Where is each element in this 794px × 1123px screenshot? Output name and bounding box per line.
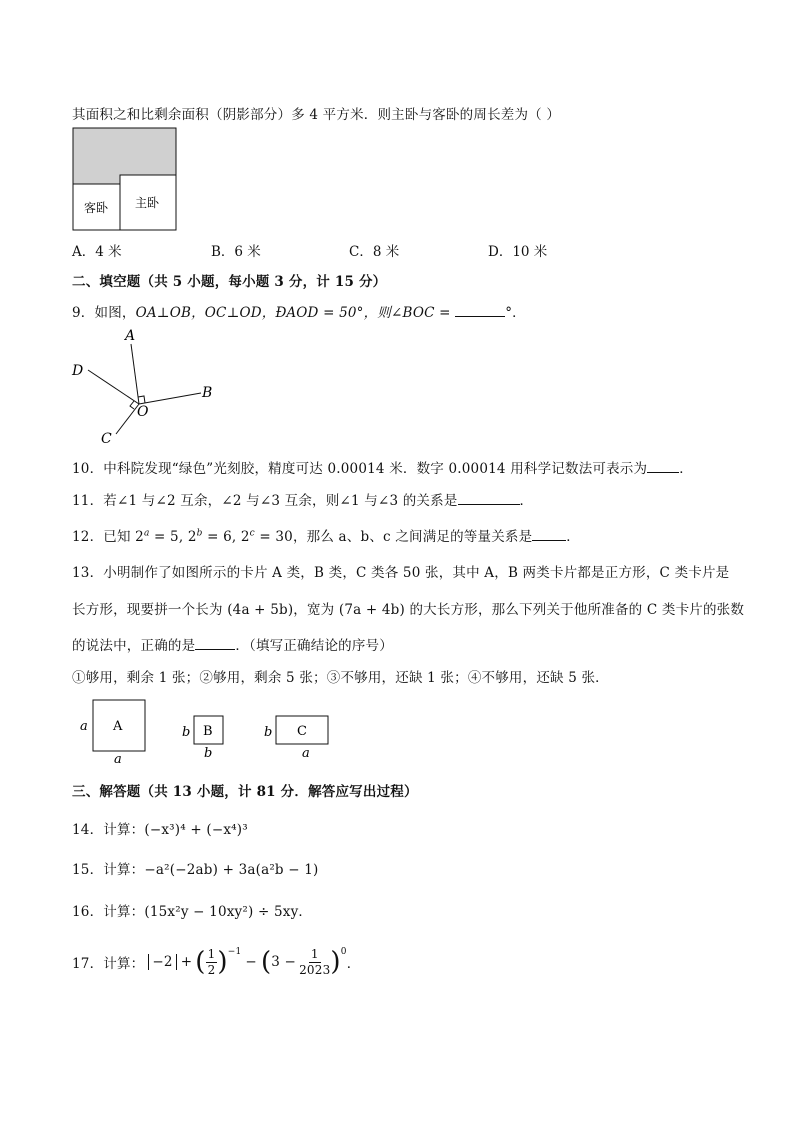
q16-text: 16．计算：(15x²y − 10xy²) ÷ 5xy． [72,904,313,920]
q13-options: ①够用，剩余 1 张；②够用，剩余 5 张；③不够用，还缺 1 张；④不够用，还缺 5 张． [72,670,609,686]
q9-text [72,301,526,321]
q10-answer-blank[interactable] [647,460,679,473]
q17-plus: + [180,954,193,970]
card-c-label: C [297,724,307,739]
q9-angle-figure [70,326,220,448]
q11-suffix: ． [519,493,534,509]
q17-half-num: 1 [207,947,216,962]
room-guest-label: 客卧 [84,201,109,215]
q13-line3 [72,634,393,654]
q8-stem: 其面积之和比剩余面积（阴影部分）多 4 平方米．则主卧与客卧的周长差为（ ） [72,107,561,123]
label-b: B [202,385,213,401]
q15-text: 15．计算：−a²(−2ab) + 3a(a²b − 1) [72,862,319,878]
q12-eq1: = 5, 2 [149,529,197,545]
q13-cards-figure [76,694,346,766]
q17-prefix: 17．计算： [72,956,145,972]
card-a-side-left: a [80,719,88,734]
q13-answer-blank[interactable] [195,637,235,650]
card-b-side-bottom: b [204,746,213,761]
ray-od [88,370,139,404]
q9-prefix: 9．如图， [72,305,136,321]
q8-floorplan-figure [72,127,178,232]
section3-title: 三、解答题（共 13 小题，计 81 分．解答应写出过程） [72,784,418,800]
label-a: A [125,328,136,344]
q13-line3-start: 的说法中，正确的是 [72,638,196,654]
q11-stem: 11．若∠1 与∠2 互余，∠2 与∠3 互余，则∠1 与∠3 的关系是 [72,493,458,509]
q17-minus: − [245,954,257,970]
q12-eq2: = 6, 2 [202,529,250,545]
q17-exp-neg1: −1 [227,947,242,958]
card-a-label: A [113,719,123,734]
card-c-side-left: b [264,725,273,740]
q10-text [72,457,693,477]
q8-option-c[interactable]: C．8 米 [349,244,400,260]
q17-half-den: 2 [207,962,216,977]
label-c: C [101,431,112,447]
ray-oc [116,404,139,434]
section2-title: 二、填空题（共 5 小题，每小题 3 分，计 15 分） [72,274,387,290]
right-angle-mark-cd [130,401,134,409]
card-b-side-left: b [182,725,191,740]
q12-prefix: 12．已知 2 [72,529,144,545]
q11-answer-blank[interactable] [458,492,520,505]
q14-text: 14．计算：(−x³)⁴ + (−x⁴)³ [72,822,248,838]
q8-option-d[interactable]: D．10 米 [488,244,548,260]
q10-suffix: ． [679,461,693,477]
q12-exp-b: b [196,528,203,539]
q8-option-b[interactable]: B．6 米 [211,244,261,260]
q9-condition: OA⊥OB，OC⊥OD，ÐAOD = 50°，则∠BOC = [135,305,451,321]
q10-stem: 10．中科院发现“绿色”光刻胶，精度可达 0.00014 米．数字 0.00014 用科学记数法可表示为 [72,461,648,477]
q17-frac-num: 1 [310,947,319,962]
q12-answer-blank[interactable] [532,528,566,541]
q13-line3-end: ．（填写正确结论的序号） [235,638,393,654]
q17-text [72,944,360,980]
q17-suffix: ． [346,956,361,972]
ray-oa [131,344,139,404]
q11-text [72,489,533,509]
label-o: O [137,404,149,420]
q12-exp-a: a [143,528,150,539]
card-a-side-bottom: a [114,752,122,766]
card-c-side-bottom: a [302,746,310,761]
q12-text [72,525,580,545]
q17-paren-group: ( 3 − $\frac{1}{2023}$ ) $^0$ [260,947,347,977]
q9-suffix: °． [505,305,526,321]
q17-half-group: ( $\frac{1}{2}$ ) $^{-1}$ [195,947,242,977]
q13-line1: 13．小明制作了如图所示的卡片 A 类，B 类，C 类各 50 张，其中 A，B 两类卡片都是正方形，C 类卡片是 [72,565,730,581]
q17-three: 3 − [271,954,297,970]
q12-exp-c: c [249,528,255,539]
ray-ob [139,393,201,404]
q17-frac-den: 2023 [299,962,331,977]
label-d: D [72,363,84,379]
room-master-label: 主卧 [135,196,160,210]
q9-answer-blank[interactable] [455,304,505,317]
card-b-label: B [203,724,213,739]
q12-suffix: ． [566,529,580,545]
q12-eq3: = 30，那么 a、b、c 之间满足的等量关系是 [254,529,533,545]
q8-option-a[interactable]: A．4 米 [72,244,122,260]
q13-line2: 长方形，现要拼一个长为 (4a + 5b)，宽为 (7a + 4b) 的大长方形，那么下列关于他所准备的 C 类卡片的张数 [72,602,745,618]
q17-exp0: 0 [340,947,347,958]
q17-abs-value: −2 [148,954,176,970]
